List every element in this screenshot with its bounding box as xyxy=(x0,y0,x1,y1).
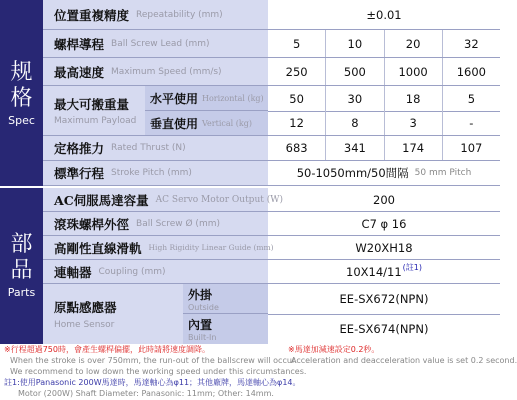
value-cell: 8 xyxy=(325,111,383,135)
spec-sidebar-en: Spec xyxy=(8,113,35,127)
label-zh: 垂直使用 xyxy=(150,116,199,131)
value-cell: 50 xyxy=(289,91,304,106)
label-en: Ball Screw Lead (mm) xyxy=(111,38,210,49)
note-3-zh: 註1:使用Panasonic 200W馬達時，馬達軸心為φ11；其他廠牌，馬達軸心為φ14。 xyxy=(4,378,301,387)
label-en: Horizontal (kg) xyxy=(202,93,264,103)
label-payload xyxy=(43,86,145,135)
value-coupling xyxy=(268,260,500,283)
builtin-values xyxy=(268,314,500,344)
label-outside xyxy=(183,284,268,314)
label-lead xyxy=(43,30,268,57)
spec-sidebar-zh-2: 格 xyxy=(10,85,33,111)
label-builtin xyxy=(183,314,268,344)
value-stroke xyxy=(268,161,500,185)
label-repeatability xyxy=(43,0,268,29)
vertical-values xyxy=(268,111,500,135)
value-cell: 250 xyxy=(285,64,308,79)
label-zh: 連軸器 xyxy=(54,264,92,280)
row-motor xyxy=(43,188,500,212)
row-thrust xyxy=(43,136,500,161)
label-zh: AC伺服馬達容量 xyxy=(54,192,149,208)
coupling-value: 10X14/11 xyxy=(346,264,402,279)
label-zh: 標準行程 xyxy=(54,166,105,181)
note-1-zh: ※行程超過750時，會產生螺桿偏擺，此時請將速度調降。 xyxy=(4,345,210,354)
row-lead xyxy=(43,30,500,58)
label-en: Stroke Pitch (mm) xyxy=(111,168,192,178)
label-en: Vertical (kg) xyxy=(202,118,252,128)
value-cell: 18 xyxy=(384,86,442,111)
label-motor xyxy=(43,188,283,211)
coupling-note: (註1) xyxy=(402,263,422,272)
note-2-en: Acceleration and deacceleration value is set 0.2 second. xyxy=(291,356,517,365)
sidebar-separator xyxy=(0,186,43,188)
label-horizontal xyxy=(145,86,268,111)
value-motor: 200 xyxy=(373,192,395,207)
value-outside: EE-SX672(NPN) xyxy=(339,292,429,306)
value-guide: W20XH18 xyxy=(355,240,413,255)
value-cell: 5 xyxy=(442,86,500,111)
label-coupling xyxy=(43,260,268,283)
stroke-sub: 50 mm Pitch xyxy=(414,168,472,178)
label-stroke xyxy=(43,161,268,185)
label-zh: 外掛 xyxy=(188,287,213,302)
label-en: Rated Thrust (N) xyxy=(111,143,186,153)
row-speed xyxy=(43,58,500,86)
label-zh: 內置 xyxy=(188,318,213,332)
label-en: Coupling (mm) xyxy=(98,266,166,277)
label-guide xyxy=(43,236,274,259)
value-repeatability: ±0.01 xyxy=(366,7,402,22)
value-cell: 174 xyxy=(384,136,442,160)
row-repeatability xyxy=(43,0,500,30)
note-1-en-2: We recommend to low down the working speed under this circumstances. xyxy=(10,367,307,376)
label-speed xyxy=(43,58,268,85)
value-screw: C7 φ 16 xyxy=(361,216,407,231)
parts-sidebar-en: Parts xyxy=(7,285,36,299)
label-thrust xyxy=(43,136,268,160)
row-guide xyxy=(43,236,500,260)
label-sensor xyxy=(43,284,183,344)
value-cell: 341 xyxy=(325,136,383,160)
label-en: Home Sensor xyxy=(54,320,115,330)
outside-values xyxy=(268,284,500,315)
label-en: Maximum Speed (mm/s) xyxy=(111,66,222,77)
label-zh: 高剛性直線滑軌 xyxy=(54,240,142,256)
value-cell: 5 xyxy=(292,36,301,51)
label-zh: 最大可搬重量 xyxy=(54,97,130,112)
row-sensor xyxy=(43,284,500,344)
label-zh: 位置重複精度 xyxy=(54,7,130,23)
note-1-en: When the stroke is over 750mm, the run-out of the ballscrew will occur. xyxy=(10,356,298,365)
parts-sidebar-zh-1: 部 xyxy=(10,231,33,257)
value-cell: 500 xyxy=(325,58,383,85)
value-cell: 12 xyxy=(289,116,304,130)
value-cell: 30 xyxy=(325,86,383,111)
row-screw xyxy=(43,212,500,236)
label-en: Repeatability (mm) xyxy=(136,9,223,20)
value-cell: 1600 xyxy=(442,58,500,85)
stroke-value: 50-1050mm/50間隔 xyxy=(296,166,409,180)
value-cell: 3 xyxy=(384,111,442,135)
value-cell: 10 xyxy=(325,30,383,57)
label-en: Outside xyxy=(188,302,219,312)
value-cell: 20 xyxy=(384,30,442,57)
label-vertical xyxy=(145,111,268,135)
label-zh: 滾珠螺桿外徑 xyxy=(54,216,130,232)
label-zh: 螺桿導程 xyxy=(54,36,105,52)
value-cell: 1000 xyxy=(384,58,442,85)
label-screw xyxy=(43,212,268,235)
row-coupling xyxy=(43,260,500,284)
label-en: Maximum Payload xyxy=(54,116,137,126)
horizontal-values xyxy=(268,86,500,112)
parts-sidebar xyxy=(0,186,43,344)
note-2-zh: ※馬達加減速設定0.2秒。 xyxy=(288,345,380,354)
value-builtin: EE-SX674(NPN) xyxy=(339,322,429,336)
label-en: Built-In xyxy=(188,333,217,342)
value-cell: 683 xyxy=(285,141,308,155)
value-cell: 32 xyxy=(442,30,500,57)
label-en: Ball Screw Ø (mm) xyxy=(136,218,220,229)
parts-sidebar-zh-2: 品 xyxy=(10,257,33,283)
label-zh: 最高速度 xyxy=(54,64,105,80)
value-cell: 107 xyxy=(442,136,500,160)
label-zh: 原點感應器 xyxy=(54,300,117,315)
spec-sidebar-zh-1: 规 xyxy=(10,59,33,85)
value-cell: - xyxy=(442,111,500,135)
spec-sidebar xyxy=(0,0,43,186)
note-3-en: Motor (200W) Shaft Diameter: Panasonic: 11mm; Other: 14mm. xyxy=(18,389,274,398)
label-en: High Rigidity Linear Guide (mm) xyxy=(148,243,274,252)
row-stroke xyxy=(43,161,500,186)
row-payload xyxy=(43,86,500,136)
label-en: AC Servo Motor Output (W) xyxy=(155,194,283,205)
label-zh: 定格推力 xyxy=(54,141,105,156)
label-zh: 水平使用 xyxy=(150,91,199,106)
